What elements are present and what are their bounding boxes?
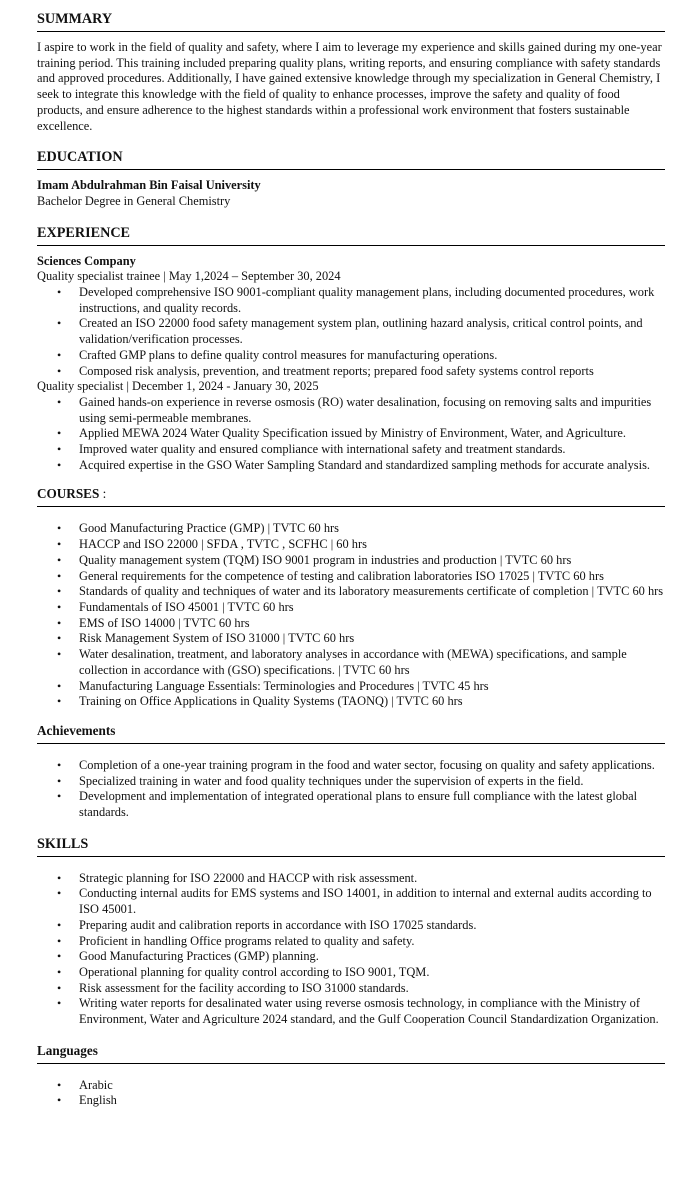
list-item: • Training on Office Applications in Quality Systems (TAONQ) | TVTC 60 hrs	[37, 694, 665, 710]
list-item: • Gained hands-on experience in reverse osmosis (RO) water desalination, focusing on removing salts and impurities using semi-permeable membranes.	[37, 395, 665, 426]
list-item: • Arabic	[37, 1078, 665, 1094]
languages-heading: Languages	[37, 1042, 665, 1064]
list-item: • Fundamentals of ISO 45001 | TVTC 60 hrs	[37, 600, 665, 616]
experience-role	[37, 269, 665, 379]
section-experience	[37, 224, 665, 474]
list-item: • Specialized training in water and food quality techniques under the supervision of experts in the field.	[37, 774, 665, 790]
education-heading: EDUCATION	[37, 148, 665, 170]
experience-role	[37, 379, 665, 473]
list-item: • Water desalination, treatment, and laboratory analyses in accordance with (MEWA) specifications, and sample collection in accordance with (GSO) specifications. | TVTC 60 hrs	[37, 647, 665, 678]
resume-page	[37, 10, 665, 1109]
list-item: • Proficient in handling Office programs related to quality and safety.	[37, 934, 665, 950]
section-skills	[37, 835, 665, 1028]
list-item: • Composed risk analysis, prevention, and treatment reports; prepared food safety systems control reports	[37, 364, 665, 380]
education-degree: Bachelor Degree in General Chemistry	[37, 193, 231, 208]
experience-company: Sciences Company	[37, 253, 136, 268]
achievements-heading: Achievements	[37, 722, 665, 744]
courses-heading	[37, 485, 665, 507]
role-title: Quality specialist | December 1, 2024 - January 30, 2025	[37, 379, 319, 394]
section-courses	[37, 485, 665, 709]
role-bullets	[37, 395, 665, 474]
list-item: • Good Manufacturing Practice (GMP) | TVTC 60 hrs	[37, 521, 665, 537]
skills-heading: SKILLS	[37, 835, 665, 857]
list-item: • English	[37, 1093, 665, 1109]
languages-list	[37, 1078, 665, 1109]
list-item: • Applied MEWA 2024 Water Quality Specification issued by Ministry of Environment, Water, and Agriculture.	[37, 426, 665, 442]
skills-list	[37, 871, 665, 1028]
list-item: • Operational planning for quality control according to ISO 9001, TQM.	[37, 965, 665, 981]
section-summary	[37, 10, 665, 134]
courses-list	[37, 521, 665, 709]
list-item: • Good Manufacturing Practices (GMP) planning.	[37, 949, 665, 965]
role-bullets	[37, 285, 665, 379]
summary-heading: SUMMARY	[37, 10, 665, 32]
experience-heading: EXPERIENCE	[37, 224, 665, 246]
section-achievements	[37, 722, 665, 821]
list-item: • Acquired expertise in the GSO Water Sampling Standard and standardized sampling methods for accurate analysis.	[37, 458, 665, 474]
courses-heading-text: COURSES	[37, 486, 100, 502]
list-item: • Completion of a one-year training program in the food and water sector, focusing on quality and safety applications.	[37, 758, 665, 774]
list-item: • EMS of ISO 14000 | TVTC 60 hrs	[37, 616, 665, 632]
list-item: • HACCP and ISO 22000 | SFDA , TVTC , SCFHC | 60 hrs	[37, 537, 665, 553]
list-item: • Improved water quality and ensured compliance with international safety and treatment standards.	[37, 442, 665, 458]
list-item: • Risk Management System of ISO 31000 | TVTC 60 hrs	[37, 631, 665, 647]
list-item: • Development and implementation of integrated operational plans to ensure full compliance with the latest global standards.	[37, 789, 665, 820]
section-languages	[37, 1042, 665, 1109]
achievements-list	[37, 758, 665, 821]
section-education	[37, 148, 665, 209]
list-item: • General requirements for the competence of testing and calibration laboratories ISO 17025 | TVTC 60 hrs	[37, 569, 665, 585]
list-item: • Standards of quality and techniques of water and its laboratory measurements certificate of completion | TVTC 60 hrs	[37, 584, 665, 600]
list-item: • Quality management system (TQM) ISO 9001 program in industries and production | TVTC 60 hrs	[37, 553, 665, 569]
list-item: • Risk assessment for the facility according to ISO 31000 standards.	[37, 981, 665, 997]
list-item: • Developed comprehensive ISO 9001-compliant quality management plans, including documented procedures, work instructions, and quality records.	[37, 285, 665, 316]
list-item: • Created an ISO 22000 food safety management system plan, outlining hazard analysis, critical control points, and validation/verification processes.	[37, 316, 665, 347]
list-item: • Writing water reports for desalinated water using reverse osmosis technology, in compliance with the Ministry of Environment, Water and Agriculture 2024 standard, and the Gulf Cooperation Council Standardization Organization.	[37, 996, 665, 1027]
list-item: • Crafted GMP plans to define quality control measures for manufacturing operations.	[37, 348, 665, 364]
courses-heading-suffix: :	[99, 486, 107, 502]
summary-text: I aspire to work in the field of quality and safety, where I aim to leverage my experience and skills gained during my one-year training period. This training included preparing quality plans, writing reports, and ensuring compliance with safety standards and approved procedures. Additionally, I have gained extensive knowledge through my specialization in General Chemistry, I seek to integrate this knowledge with the field of quality to enhance processes, improve the safety and quality of food products, and ensure adherence to the highest standards within a professional work environment that fosters sustainable excellence.	[37, 40, 662, 133]
list-item: • Conducting internal audits for EMS systems and ISO 14001, in addition to internal and external audits according to ISO 45001.	[37, 886, 665, 917]
education-institution: Imam Abdulrahman Bin Faisal University	[37, 178, 261, 193]
list-item: • Strategic planning for ISO 22000 and HACCP with risk assessment.	[37, 871, 665, 887]
list-item: • Preparing audit and calibration reports in accordance with ISO 17025 standards.	[37, 918, 665, 934]
list-item: • Manufacturing Language Essentials: Terminologies and Procedures | TVTC 45 hrs	[37, 679, 665, 695]
role-title: Quality specialist trainee | May 1,2024 – September 30, 2024	[37, 269, 341, 284]
